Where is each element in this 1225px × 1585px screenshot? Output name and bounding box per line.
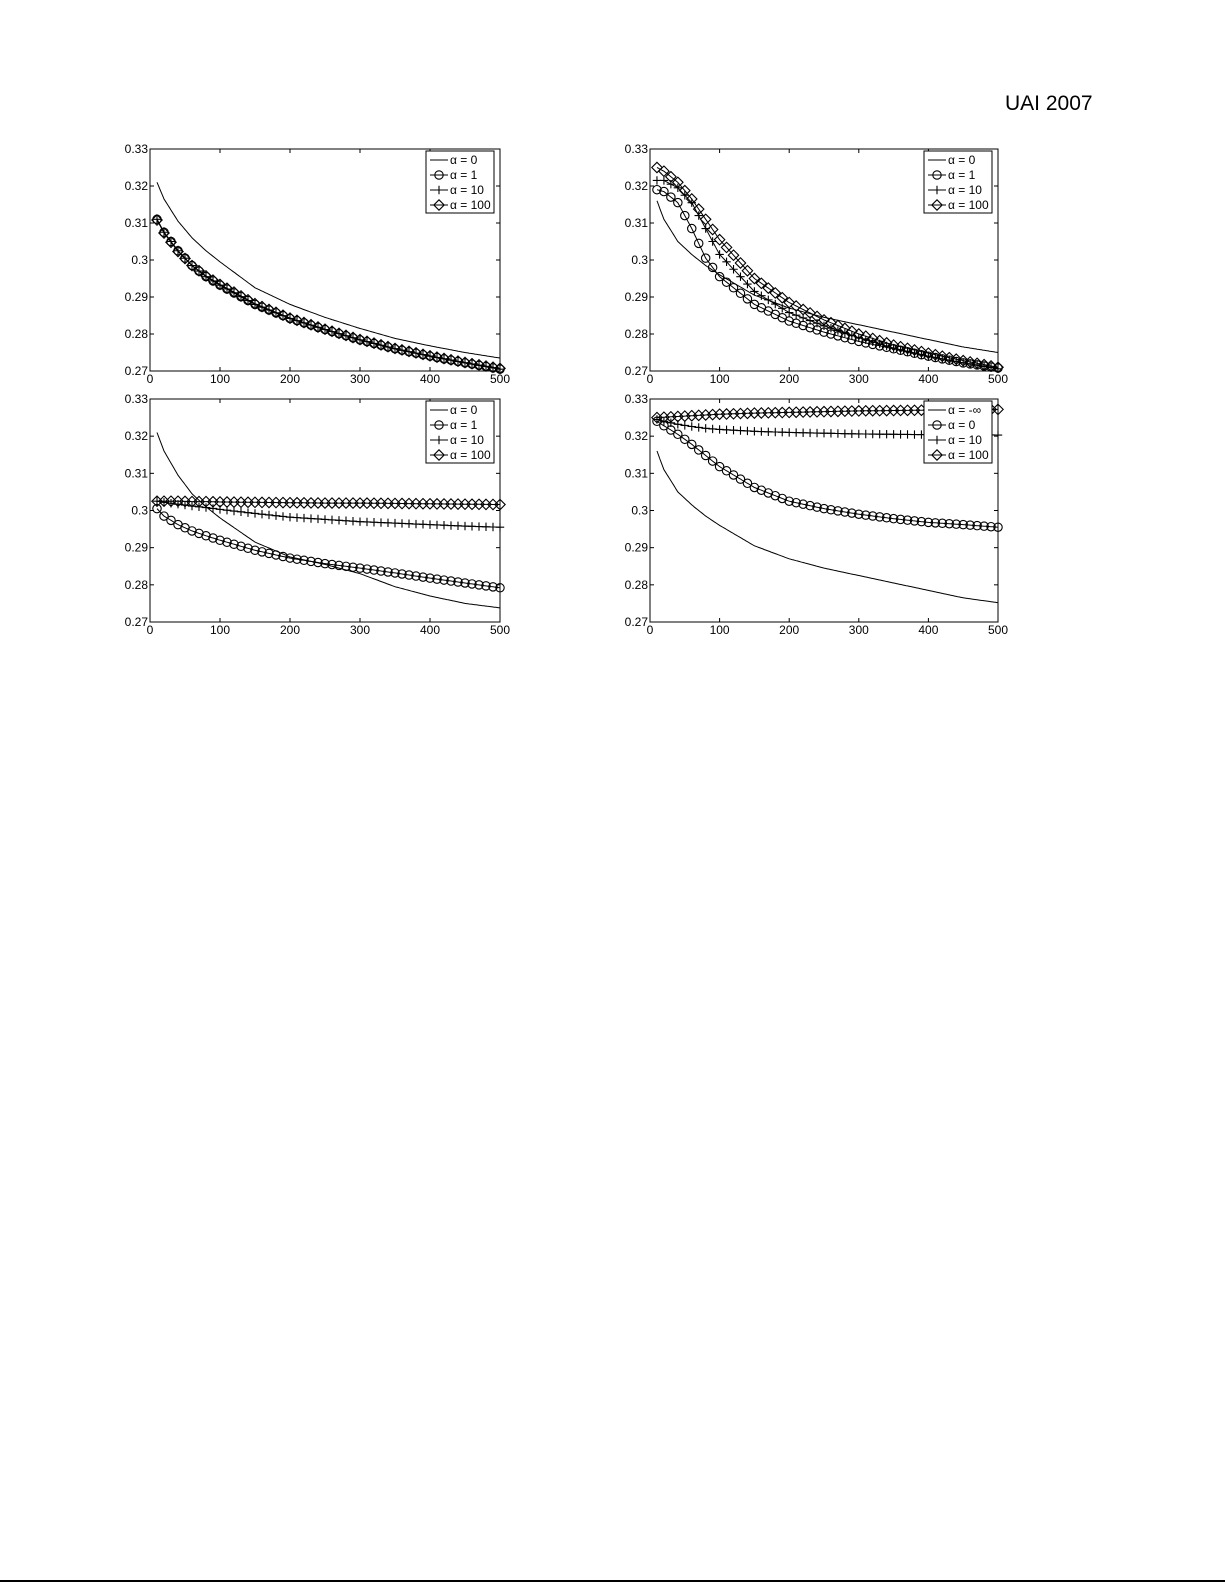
legend-label: α = 1	[450, 168, 478, 182]
y-tick-label: 0.27	[124, 615, 148, 629]
data-point-marker	[708, 425, 716, 433]
x-tick-label: 200	[279, 372, 301, 386]
y-tick-label: 0.33	[124, 392, 148, 406]
legend-label: α = 100	[948, 198, 989, 212]
data-point-marker	[209, 504, 217, 512]
x-tick-label: 500	[987, 623, 1009, 637]
legend-item	[430, 448, 491, 462]
data-point-marker	[279, 512, 287, 520]
y-tick-label: 0.3	[631, 253, 648, 267]
data-point-marker	[681, 421, 689, 429]
data-point-marker	[764, 296, 772, 304]
chart-panel-4	[625, 392, 1009, 637]
series-line	[157, 219, 500, 369]
y-tick-label: 0.31	[624, 466, 648, 481]
legend-label: α = 100	[948, 448, 989, 462]
y-tick-label: 0.33	[624, 142, 648, 156]
y-tick-label: 0.28	[124, 577, 148, 592]
y-tick-label: 0.3	[131, 503, 148, 518]
y-tick-label: 0.31	[124, 216, 148, 230]
y-tick-label: 0.3	[131, 253, 148, 267]
x-tick-label: 0	[646, 623, 654, 637]
data-point-marker	[237, 508, 245, 516]
figure-4-panel-charts	[0, 0, 1225, 660]
x-tick-label: 300	[848, 623, 869, 637]
chart-panel-2	[625, 142, 1009, 386]
series-2	[153, 504, 504, 592]
data-point-marker	[265, 511, 273, 519]
x-tick-label: 400	[918, 372, 939, 386]
y-tick-label: 0.31	[124, 466, 148, 481]
y-tick-label: 0.27	[624, 364, 648, 378]
x-tick-label: 100	[709, 623, 730, 637]
x-tick-label: 400	[419, 372, 441, 386]
series-line	[157, 219, 500, 369]
x-tick-label: 400	[918, 623, 939, 637]
legend-label: α = 10	[948, 183, 982, 197]
x-tick-label: 300	[349, 372, 371, 386]
x-tick-label: 200	[779, 623, 800, 637]
x-tick-label: 500	[489, 372, 511, 386]
y-tick-label: 0.27	[124, 364, 148, 378]
data-point-marker	[778, 304, 786, 312]
data-point-marker	[272, 512, 280, 520]
data-point-marker	[994, 431, 1002, 439]
chart-panel-3	[125, 392, 511, 637]
legend	[924, 151, 992, 213]
legend-label: α = 0	[450, 403, 478, 417]
x-tick-label: 200	[279, 623, 301, 637]
y-tick-label: 0.29	[124, 540, 148, 555]
legend-label: α = 0	[948, 153, 976, 167]
legend-label: α = 1	[450, 418, 478, 432]
x-tick-label: 400	[419, 623, 441, 637]
series-line	[157, 220, 500, 368]
legend-label: α = 0	[450, 153, 478, 167]
legend	[426, 151, 494, 213]
legend-label: α = 0	[948, 418, 976, 432]
y-tick-label: 0.33	[624, 392, 648, 406]
legend	[426, 401, 494, 463]
x-tick-label: 100	[209, 372, 231, 386]
y-tick-label: 0.32	[624, 179, 648, 193]
legend-item	[928, 448, 989, 462]
data-point-marker	[695, 423, 703, 431]
y-tick-label: 0.32	[124, 179, 148, 193]
data-point-marker	[688, 422, 696, 430]
y-tick-label: 0.29	[124, 290, 148, 304]
legend	[924, 401, 992, 463]
x-tick-label: 500	[987, 372, 1009, 386]
data-point-marker	[251, 509, 259, 517]
y-tick-label: 0.29	[624, 290, 648, 304]
y-tick-label: 0.32	[624, 429, 648, 444]
legend-label: α = 10	[450, 183, 484, 197]
page-bottom-rule	[0, 1580, 1225, 1582]
data-point-marker	[258, 510, 266, 518]
data-point-marker	[771, 300, 779, 308]
legend-label: α = 10	[450, 433, 484, 447]
legend-item	[430, 198, 491, 212]
x-tick-label: 100	[709, 372, 730, 386]
venue-header: UAI 2007	[1005, 92, 1093, 115]
x-tick-label: 0	[146, 372, 154, 386]
y-tick-label: 0.3	[631, 503, 648, 518]
legend-label: α = 100	[450, 198, 491, 212]
y-tick-label: 0.28	[624, 577, 648, 592]
y-tick-label: 0.33	[124, 142, 148, 156]
x-tick-label: 500	[489, 623, 511, 637]
series-line	[157, 509, 500, 588]
x-tick-label: 300	[848, 372, 869, 386]
legend-label: α = 10	[948, 433, 982, 447]
x-tick-label: 0	[146, 623, 154, 637]
series-3	[153, 497, 504, 531]
data-point-marker	[230, 507, 238, 515]
y-tick-label: 0.28	[624, 327, 648, 341]
data-point-marker	[244, 508, 252, 516]
legend-label: α = 100	[450, 448, 491, 462]
y-tick-label: 0.32	[124, 429, 148, 444]
data-point-marker	[701, 424, 709, 432]
x-tick-label: 200	[779, 372, 800, 386]
y-tick-label: 0.31	[624, 216, 648, 230]
legend-label: α = 1	[948, 168, 976, 182]
legend-label: α = -∞	[948, 403, 982, 417]
data-point-marker	[496, 523, 504, 531]
legend-item	[928, 198, 989, 212]
x-tick-label: 0	[646, 372, 654, 386]
chart-panel-1	[125, 142, 511, 386]
x-tick-label: 100	[209, 623, 231, 637]
data-point-marker	[652, 162, 662, 172]
x-tick-label: 300	[349, 623, 371, 637]
y-tick-label: 0.28	[124, 327, 148, 341]
y-tick-label: 0.27	[624, 615, 648, 629]
y-tick-label: 0.29	[624, 540, 648, 555]
